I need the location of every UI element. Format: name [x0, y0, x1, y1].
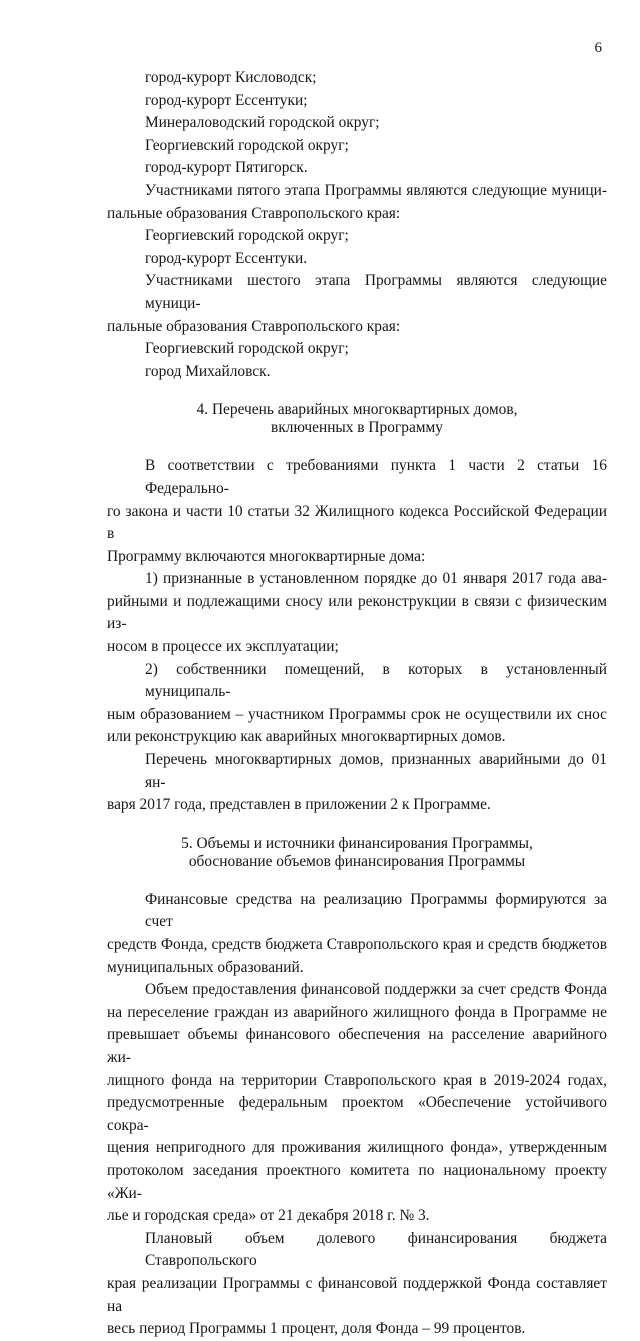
section-5-title-line: 5. Объемы и источники финансирования Программы, — [181, 834, 533, 852]
paragraph-line: на переселение граждан из аварийного жилищного фонда в Программе не — [107, 1003, 607, 1021]
section-5-title-line: обоснование объемов финансирования Программы — [188, 852, 526, 870]
list-item: Минераловодский городской округ; — [145, 114, 380, 132]
paragraph-line: края реализации Программы с финансовой поддержкой Фонда составляет на — [107, 1274, 607, 1315]
paragraph-line: рийными и подлежащими сносу или реконструкции в связи с физическим из- — [107, 592, 607, 633]
stage5-intro-line: Участниками пятого этапа Программы являются следующие муници- — [145, 181, 607, 199]
section-4-title-line: 4. Перечень аварийных многоквартирных домов, — [196, 401, 518, 419]
paragraph-line: муниципальных образований. — [107, 958, 304, 976]
paragraph-line: ным образованием – участником Программы срок не осуществили их снос — [107, 705, 607, 723]
paragraph-line: 2) собственники помещений, в которых в установленный муниципаль- — [145, 660, 607, 701]
paragraph-line: Перечень многоквартирных домов, признанных аварийными до 01 ян- — [145, 751, 607, 791]
list-item: город-курорт Ессентуки; — [145, 91, 308, 109]
paragraph-line: превышает объемы финансового обеспечения на расселение аварийного жи- — [107, 1026, 607, 1066]
paragraph-line: В соответствии с требованиями пункта 1 части 2 статьи 16 Федерально- — [145, 457, 607, 497]
paragraph-line: Финансовые средства на реализацию Программы формируются за счет — [145, 890, 607, 931]
stage5-intro-line: пальные образования Ставропольского края: — [107, 204, 401, 222]
paragraph-line: го закона и части 10 статьи 32 Жилищного кодекса Российской Федерации в — [107, 502, 607, 543]
section-4-title-line: включенных в Программу — [271, 419, 443, 437]
paragraph-line: носом в процессе их эксплуатации; — [107, 638, 339, 656]
paragraph-line: протоколом заседания проектного комитета по национальному проекту «Жи- — [107, 1161, 607, 1202]
paragraph-line: предусмотренные федеральным проектом «Обеспечение устойчивого сокра- — [107, 1094, 607, 1134]
paragraph-line: весь период Программы 1 процент, доля Фонда – 99 процентов. — [107, 1320, 526, 1338]
stage6-intro-line: пальные образования Ставропольского края: — [107, 317, 401, 335]
paragraph-line: средств Фонда, средств бюджета Ставропольского края и средств бюджетов — [107, 936, 607, 953]
list-item: город-курорт Ессентуки. — [145, 249, 308, 267]
paragraph-line: лищного фонда на территории Ставропольского края в 2019-2024 годах, — [107, 1071, 607, 1089]
section-4-heading — [107, 401, 607, 437]
list-item: город-курорт Пятигорск. — [145, 159, 308, 177]
paragraph-line: варя 2017 года, представлен в приложении 2 к Программе. — [107, 796, 491, 814]
page-number: 6 — [594, 40, 602, 56]
list-item: Георгиевский городской округ; — [145, 136, 349, 154]
stage6-intro-line: Участниками шестого этапа Программы являются следующие муници- — [145, 272, 607, 312]
paragraph-line: Программу включаются многоквартирные дома: — [107, 547, 426, 565]
paragraph-line: Плановый объем долевого финансирования бюджета Ставропольского — [145, 1229, 607, 1270]
page-content — [107, 67, 607, 1341]
paragraph-line: щения непригодного для проживания жилищного фонда», утвержденным — [107, 1139, 607, 1157]
paragraph-line: Объем предоставления финансовой поддержки за счет средств Фонда — [145, 981, 607, 999]
paragraph-line: 1) признанные в установленном порядке до 01 января 2017 года ава- — [145, 570, 607, 588]
paragraph-line: лье и городская среда» от 21 декабря 2018 г. № 3. — [107, 1207, 430, 1225]
list-item: Георгиевский городской округ; — [145, 227, 349, 245]
section-5-heading — [107, 835, 607, 871]
paragraph-line: или реконструкцию как аварийных многоквартирных домов. — [107, 728, 506, 746]
list-item: Георгиевский городской округ; — [145, 340, 349, 358]
list-item: город Михайловск. — [145, 362, 271, 380]
list-item: город-курорт Кисловодск; — [145, 69, 317, 86]
